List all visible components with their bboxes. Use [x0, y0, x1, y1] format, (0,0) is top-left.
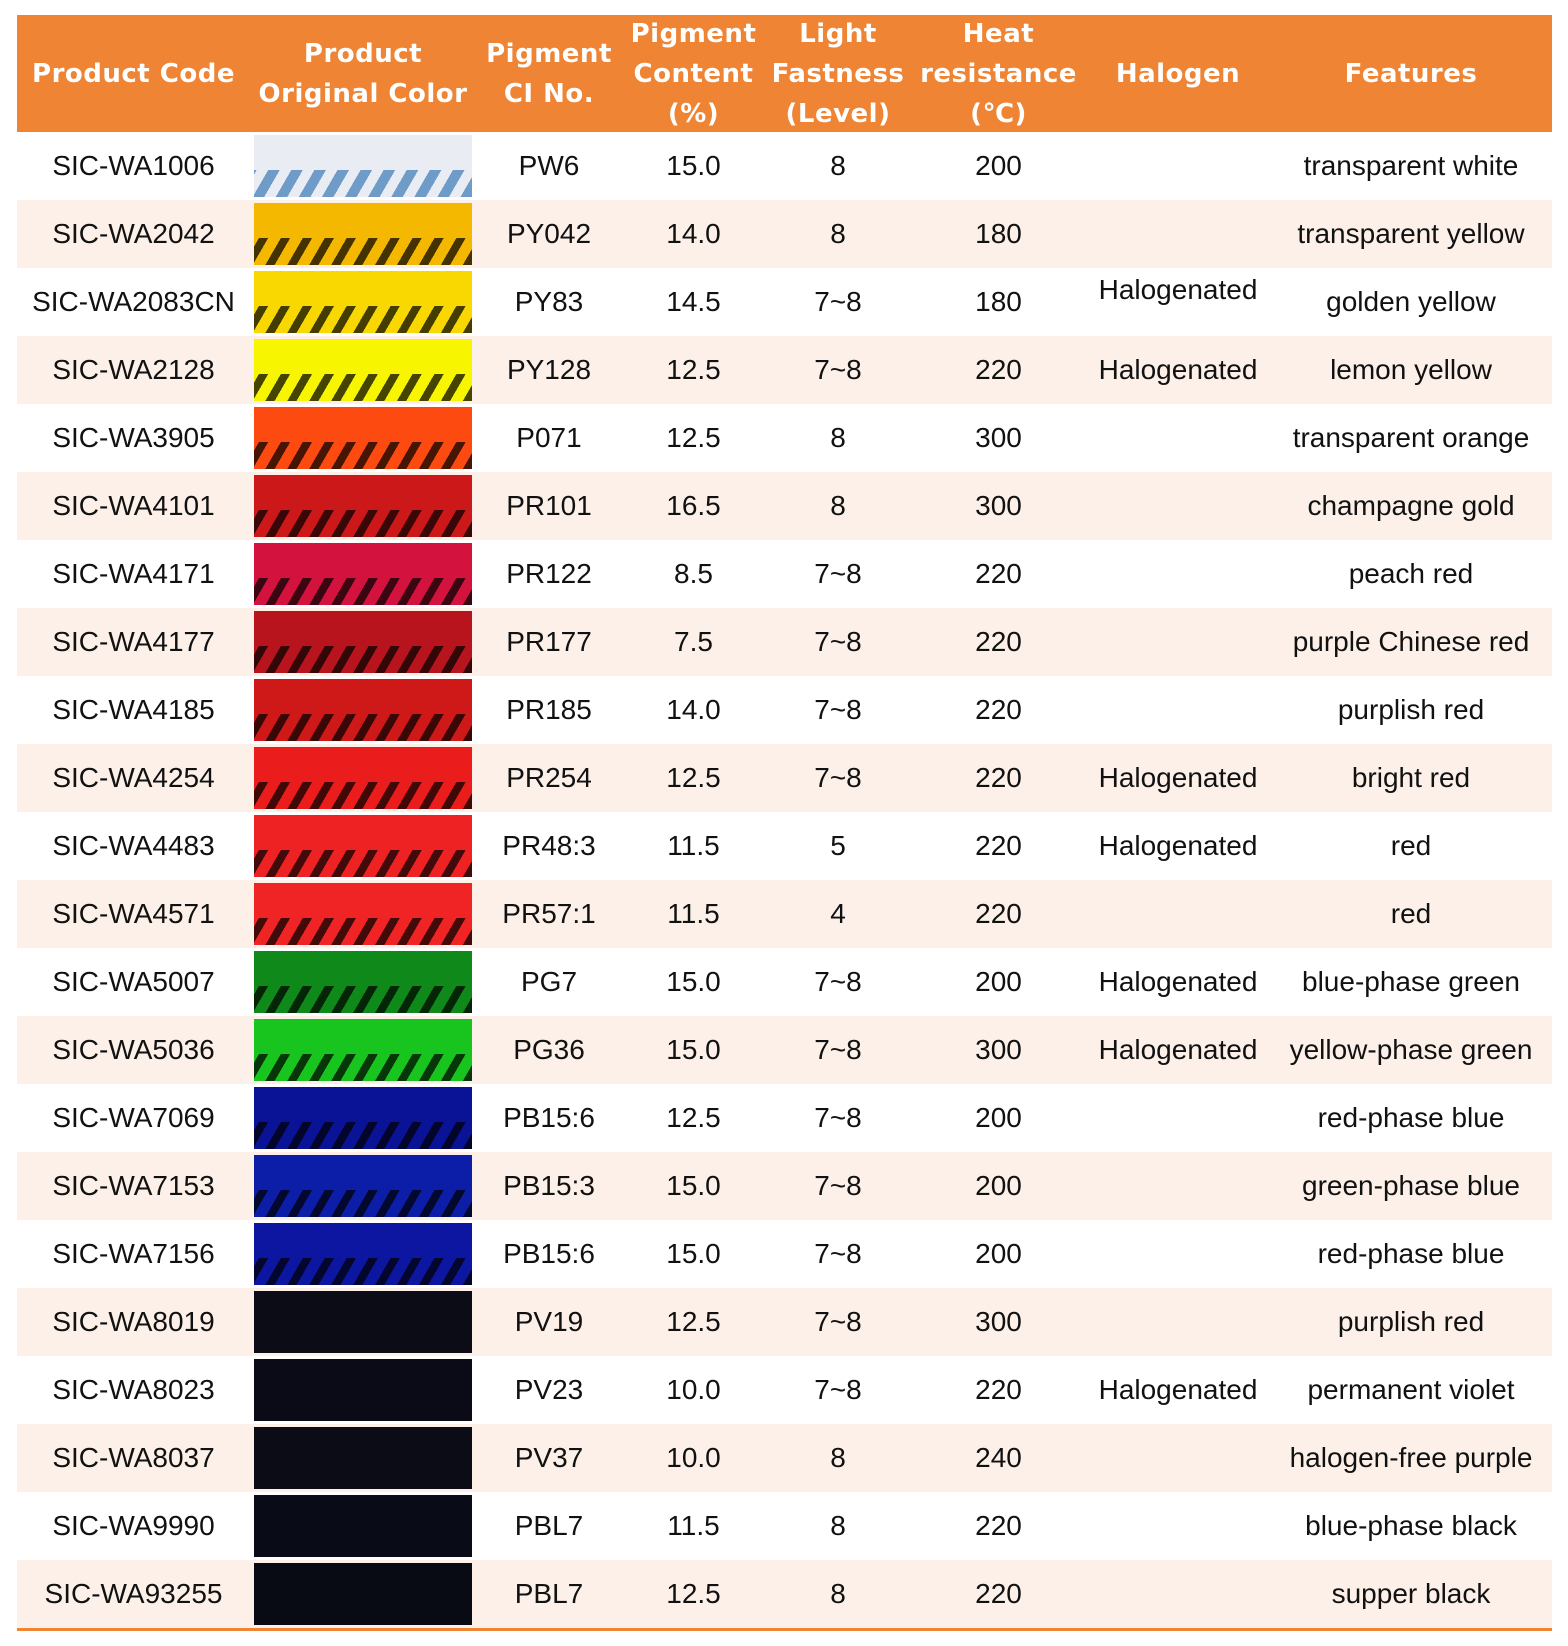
heat-resistance: 300	[975, 490, 1022, 521]
table-row	[17, 540, 1552, 608]
feature-description: lemon yellow	[1330, 354, 1492, 385]
heat-resistance: 220	[975, 762, 1022, 793]
heat-resistance: 220	[975, 694, 1022, 725]
table-row	[17, 132, 1552, 200]
color-swatch	[254, 883, 472, 945]
feature-description: champagne gold	[1307, 490, 1515, 521]
product-code: SIC-WA2083CN	[32, 286, 235, 317]
product-code: SIC-WA8037	[52, 1442, 215, 1473]
light-fastness: 7~8	[814, 286, 862, 317]
pigment-ci-no: PG7	[520, 966, 578, 997]
product-code: SIC-WA2042	[52, 218, 215, 249]
light-fastness: 8	[830, 422, 846, 453]
original-color-cell	[250, 1492, 476, 1560]
table-row	[17, 200, 1552, 268]
pigment-content: 7.5	[674, 626, 713, 657]
feature-description: transparent yellow	[1297, 218, 1525, 249]
pigment-content: 15.0	[666, 1170, 721, 1201]
swatch-stripe-pattern	[254, 306, 472, 333]
product-code: SIC-WA93255	[44, 1578, 223, 1609]
feature-description: transparent white	[1303, 150, 1519, 181]
table-row	[17, 1220, 1552, 1288]
pigment-content: 16.5	[666, 490, 721, 521]
swatch-stripe-pattern	[254, 442, 472, 469]
feature-description: supper black	[1331, 1578, 1491, 1609]
pigment-ci-no: PB15:6	[503, 1238, 595, 1269]
pigment-content: 12.5	[666, 762, 721, 793]
header-original-color: Product Original Color	[258, 38, 468, 109]
light-fastness: 4	[830, 898, 846, 929]
color-swatch	[254, 407, 472, 469]
product-code: SIC-WA8019	[52, 1306, 215, 1337]
color-swatch	[254, 135, 472, 197]
halogen-status	[1086, 1152, 1270, 1220]
pigment-table	[17, 15, 1552, 1631]
swatch-stripe-pattern	[254, 1190, 472, 1217]
pigment-ci-no: PBL7	[514, 1578, 584, 1609]
product-code: SIC-WA1006	[52, 150, 215, 181]
table-row	[17, 1152, 1552, 1220]
heat-resistance: 180	[975, 286, 1022, 317]
pigment-content: 10.0	[666, 1442, 721, 1473]
feature-description: green-phase blue	[1302, 1170, 1520, 1201]
light-fastness: 7~8	[814, 966, 862, 997]
table-row	[17, 812, 1552, 880]
pigment-content: 14.0	[666, 694, 721, 725]
original-color-cell	[250, 1424, 476, 1492]
color-swatch	[254, 1427, 472, 1489]
table-row	[17, 948, 1552, 1016]
heat-resistance: 300	[975, 1306, 1022, 1337]
feature-description: red-phase blue	[1317, 1102, 1505, 1133]
light-fastness: 7~8	[814, 1374, 862, 1405]
color-swatch	[254, 815, 472, 877]
color-swatch	[254, 1223, 472, 1285]
pigment-content: 15.0	[666, 966, 721, 997]
halogen-status: Halogenated	[1098, 830, 1258, 861]
original-color-cell	[250, 608, 476, 676]
heat-resistance: 220	[975, 1510, 1022, 1541]
swatch-stripe-pattern	[254, 782, 472, 809]
halogen-status	[1086, 200, 1270, 268]
pigment-ci-no: PV19	[514, 1306, 584, 1337]
light-fastness: 8	[830, 1442, 846, 1473]
pigment-content: 11.5	[667, 1510, 720, 1541]
pigment-content: 12.5	[666, 354, 721, 385]
original-color-cell	[250, 132, 476, 200]
feature-description: red	[1390, 898, 1432, 929]
header-product-code: Product Code	[32, 58, 235, 89]
pigment-ci-no: PY128	[506, 354, 592, 385]
halogen-status: Halogenated	[1098, 1034, 1258, 1065]
color-swatch	[254, 1291, 472, 1353]
halogen-status	[1086, 540, 1270, 608]
original-color-cell	[250, 880, 476, 948]
pigment-ci-no: P071	[516, 422, 582, 453]
color-swatch	[254, 1359, 472, 1421]
light-fastness: 8	[830, 218, 846, 249]
table-row	[17, 880, 1552, 948]
table-bottom-rule	[17, 1628, 1552, 1631]
table-row	[17, 1084, 1552, 1152]
original-color-cell	[250, 336, 476, 404]
product-code: SIC-WA7156	[52, 1238, 215, 1269]
product-code: SIC-WA4177	[52, 626, 215, 657]
original-color-cell	[250, 1084, 476, 1152]
product-code: SIC-WA3905	[52, 422, 215, 453]
swatch-stripe-pattern	[254, 578, 472, 605]
table-header	[17, 15, 1552, 132]
halogen-status: Halogenated	[1098, 966, 1258, 997]
heat-resistance: 240	[975, 1442, 1022, 1473]
light-fastness: 7~8	[814, 1306, 862, 1337]
product-code: SIC-WA2128	[52, 354, 215, 385]
product-code: SIC-WA5036	[52, 1034, 215, 1065]
pigment-ci-no: PV37	[514, 1442, 584, 1473]
pigment-content: 12.5	[666, 1102, 721, 1133]
feature-description: transparent orange	[1292, 422, 1530, 453]
table-row	[17, 1288, 1552, 1356]
halogen-status: Halogenated	[1098, 1374, 1258, 1405]
color-swatch	[254, 271, 472, 333]
table-row	[17, 1560, 1552, 1628]
halogen-status: Halogenated	[1098, 354, 1258, 385]
original-color-cell	[250, 200, 476, 268]
halogen-status	[1086, 1424, 1270, 1492]
product-code: SIC-WA4101	[52, 490, 215, 521]
product-code: SIC-WA9990	[52, 1510, 215, 1541]
heat-resistance: 220	[975, 1578, 1022, 1609]
table-row	[17, 1016, 1552, 1084]
feature-description: bright red	[1351, 762, 1471, 793]
original-color-cell	[250, 1016, 476, 1084]
feature-description: blue-phase green	[1302, 966, 1520, 997]
header-pigment-content: Pigment Content (%)	[630, 18, 757, 129]
pigment-ci-no: PR122	[506, 558, 592, 589]
light-fastness: 5	[830, 830, 846, 861]
pigment-ci-no: PW6	[518, 150, 580, 181]
color-swatch	[254, 543, 472, 605]
halogen-status	[1086, 676, 1270, 744]
original-color-cell	[250, 472, 476, 540]
light-fastness: 7~8	[814, 694, 862, 725]
pigment-content: 15.0	[666, 1238, 721, 1269]
heat-resistance: 220	[975, 558, 1022, 589]
product-code: SIC-WA4483	[52, 830, 215, 861]
heat-resistance: 220	[975, 898, 1022, 929]
light-fastness: 8	[830, 1578, 846, 1609]
heat-resistance: 200	[975, 1170, 1022, 1201]
product-code: SIC-WA4185	[52, 694, 215, 725]
pigment-content: 8.5	[674, 558, 713, 589]
pigment-content: 15.0	[666, 1034, 721, 1065]
original-color-cell	[250, 540, 476, 608]
color-swatch	[254, 203, 472, 265]
pigment-content: 14.5	[666, 286, 721, 317]
light-fastness: 7~8	[814, 626, 862, 657]
halogen-status	[1086, 132, 1270, 200]
halogen-status	[1086, 1492, 1270, 1560]
table-row	[17, 1424, 1552, 1492]
light-fastness: 7~8	[814, 558, 862, 589]
original-color-cell	[250, 744, 476, 812]
light-fastness: 7~8	[814, 762, 862, 793]
halogen-status: Halogenated	[1098, 762, 1258, 793]
halogen-status	[1086, 404, 1270, 472]
swatch-stripe-pattern	[254, 986, 472, 1013]
light-fastness: 7~8	[814, 1034, 862, 1065]
color-swatch	[254, 747, 472, 809]
pigment-ci-no: PB15:6	[503, 1102, 595, 1133]
color-swatch	[254, 339, 472, 401]
table-row	[17, 744, 1552, 812]
pigment-content: 10.0	[666, 1374, 721, 1405]
color-swatch	[254, 1019, 472, 1081]
product-code: SIC-WA4571	[52, 898, 215, 929]
heat-resistance: 220	[975, 626, 1022, 657]
original-color-cell	[250, 1220, 476, 1288]
pigment-ci-no: PR254	[506, 762, 592, 793]
light-fastness: 7~8	[814, 1102, 862, 1133]
pigment-ci-no: PY042	[506, 218, 592, 249]
halogen-status	[1086, 472, 1270, 540]
light-fastness: 7~8	[814, 1238, 862, 1269]
halogen-status	[1086, 608, 1270, 676]
feature-description: permanent violet	[1307, 1374, 1515, 1405]
light-fastness: 8	[830, 150, 846, 181]
table-row	[17, 676, 1552, 744]
table-row	[17, 1356, 1552, 1424]
swatch-stripe-pattern	[254, 850, 472, 877]
pigment-content: 12.5	[666, 1578, 721, 1609]
color-swatch	[254, 951, 472, 1013]
light-fastness: 8	[830, 1510, 846, 1541]
feature-description: golden yellow	[1326, 286, 1496, 317]
color-swatch	[254, 1495, 472, 1557]
header-heat-resistance: Heat resistance (℃)	[920, 18, 1077, 129]
feature-description: yellow-phase green	[1289, 1034, 1533, 1065]
swatch-stripe-pattern	[254, 374, 472, 401]
halogen-status	[1086, 1288, 1270, 1356]
heat-resistance: 300	[975, 1034, 1022, 1065]
pigment-ci-no: PR177	[506, 626, 592, 657]
product-code: SIC-WA7153	[52, 1170, 215, 1201]
pigment-ci-no: PY83	[514, 286, 584, 317]
pigment-ci-no: PB15:3	[503, 1170, 595, 1201]
original-color-cell	[250, 676, 476, 744]
halogen-status	[1086, 1084, 1270, 1152]
table-row	[17, 336, 1552, 404]
heat-resistance: 300	[975, 422, 1022, 453]
header-features: Features	[1344, 58, 1478, 89]
heat-resistance: 200	[975, 150, 1022, 181]
product-code: SIC-WA5007	[52, 966, 215, 997]
pigment-content: 12.5	[666, 1306, 721, 1337]
color-swatch	[254, 1087, 472, 1149]
pigment-ci-no: PV23	[514, 1374, 584, 1405]
original-color-cell	[250, 1560, 476, 1628]
original-color-cell	[250, 1152, 476, 1220]
pigment-content: 15.0	[666, 150, 721, 181]
halogen-status	[1086, 880, 1270, 948]
color-swatch	[254, 1563, 472, 1625]
pigment-ci-no: PR185	[506, 694, 592, 725]
light-fastness: 8	[830, 490, 846, 521]
heat-resistance: 220	[975, 1374, 1022, 1405]
pigment-content: 14.0	[666, 218, 721, 249]
swatch-stripe-pattern	[254, 510, 472, 537]
original-color-cell	[250, 404, 476, 472]
feature-description: red-phase blue	[1317, 1238, 1505, 1269]
table-row	[17, 404, 1552, 472]
table-row	[17, 472, 1552, 540]
heat-resistance: 220	[975, 830, 1022, 861]
heat-resistance: 200	[975, 966, 1022, 997]
header-light-fastness: Light Fastness (Level)	[771, 18, 905, 129]
feature-description: peach red	[1348, 558, 1474, 589]
heat-resistance: 200	[975, 1238, 1022, 1269]
light-fastness: 7~8	[814, 1170, 862, 1201]
pigment-content: 12.5	[666, 422, 721, 453]
original-color-cell	[250, 812, 476, 880]
pigment-ci-no: PR48:3	[502, 830, 596, 861]
swatch-stripe-pattern	[254, 238, 472, 265]
header-halogen: Halogen	[1115, 58, 1241, 89]
heat-resistance: 200	[975, 1102, 1022, 1133]
product-code: SIC-WA7069	[52, 1102, 215, 1133]
heat-resistance: 220	[975, 354, 1022, 385]
heat-resistance: 180	[975, 218, 1022, 249]
feature-description: red	[1390, 830, 1432, 861]
pigment-ci-no: PG36	[513, 1034, 585, 1065]
swatch-stripe-pattern	[254, 170, 472, 197]
color-swatch	[254, 679, 472, 741]
color-swatch	[254, 1155, 472, 1217]
original-color-cell	[250, 948, 476, 1016]
light-fastness: 7~8	[814, 354, 862, 385]
pigment-ci-no: PR101	[506, 490, 592, 521]
pigment-content: 11.5	[667, 830, 720, 861]
table-row	[17, 268, 1552, 336]
product-code: SIC-WA8023	[52, 1374, 215, 1405]
swatch-stripe-pattern	[254, 646, 472, 673]
product-code: SIC-WA4254	[52, 762, 215, 793]
feature-description: blue-phase black	[1305, 1510, 1517, 1541]
original-color-cell	[250, 1356, 476, 1424]
swatch-stripe-pattern	[254, 1258, 472, 1285]
pigment-ci-no: PBL7	[514, 1510, 584, 1541]
feature-description: halogen-free purple	[1289, 1442, 1533, 1473]
color-swatch	[254, 475, 472, 537]
pigment-ci-no: PR57:1	[502, 898, 596, 929]
feature-description: purplish red	[1337, 694, 1485, 725]
feature-description: purple Chinese red	[1292, 626, 1530, 657]
feature-description: purplish red	[1337, 1306, 1485, 1337]
halogen-status: Halogenated	[1098, 274, 1258, 305]
table-row	[17, 608, 1552, 676]
color-swatch	[254, 611, 472, 673]
swatch-stripe-pattern	[254, 918, 472, 945]
swatch-stripe-pattern	[254, 714, 472, 741]
pigment-content: 11.5	[667, 898, 720, 929]
table-row	[17, 1492, 1552, 1560]
product-code: SIC-WA4171	[52, 558, 215, 589]
original-color-cell	[250, 268, 476, 336]
halogen-status	[1086, 1220, 1270, 1288]
swatch-stripe-pattern	[254, 1122, 472, 1149]
halogen-status	[1086, 1560, 1270, 1628]
header-ci-no: Pigment CI No.	[486, 38, 612, 109]
table-body	[17, 132, 1552, 1628]
swatch-stripe-pattern	[254, 1054, 472, 1081]
original-color-cell	[250, 1288, 476, 1356]
